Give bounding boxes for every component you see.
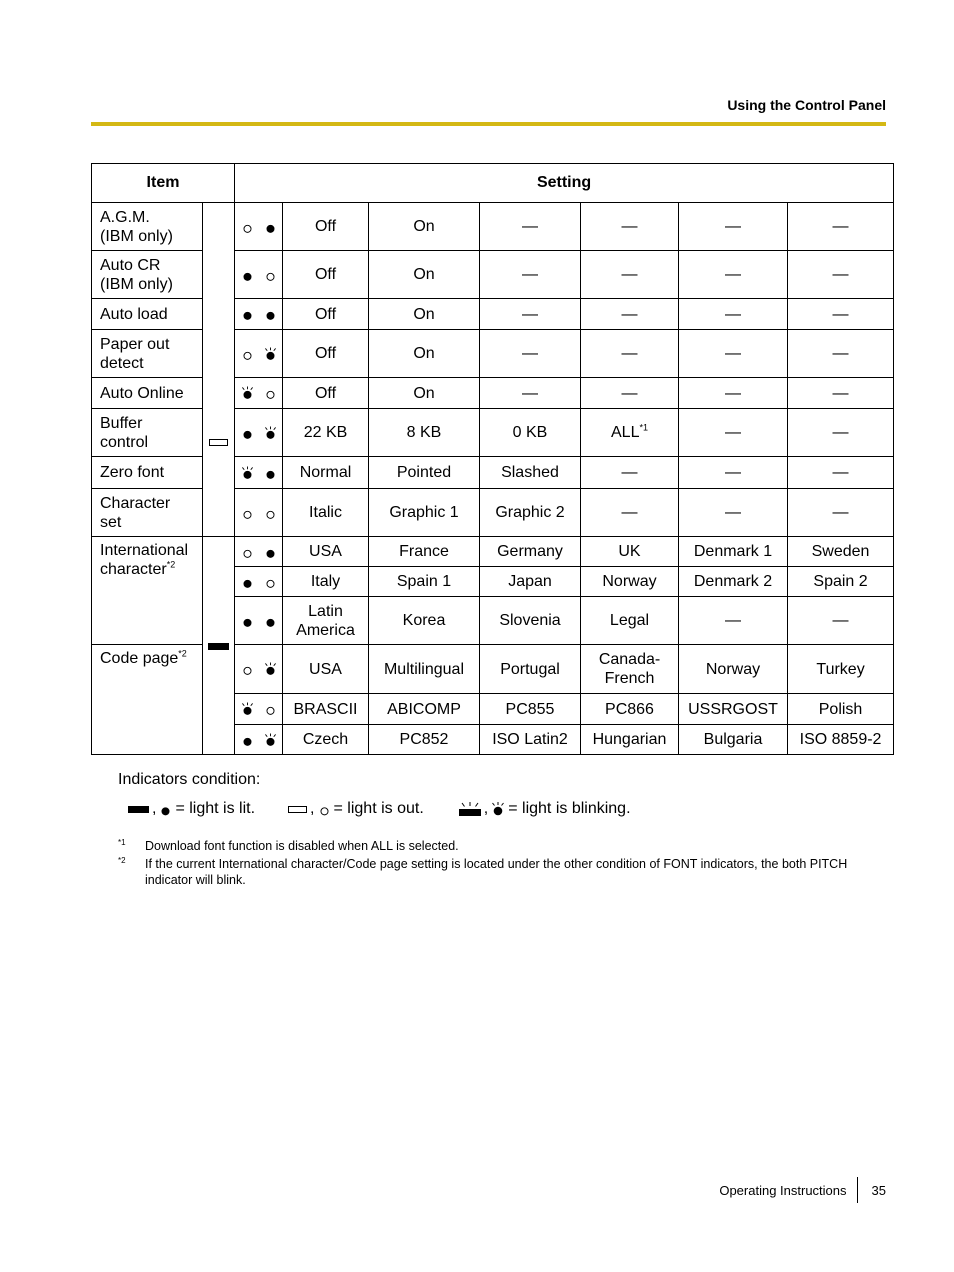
setting-cell bbox=[283, 694, 369, 725]
setting-cell bbox=[788, 645, 894, 694]
item-cell bbox=[92, 409, 203, 457]
setting-value: Spain 1 bbox=[396, 573, 452, 590]
setting-cell bbox=[283, 567, 369, 597]
item-cell bbox=[92, 537, 203, 645]
item-label: A.G.M. (IBM only) bbox=[100, 208, 173, 245]
setting-value: Graphic 2 bbox=[495, 504, 565, 521]
setting-cell bbox=[480, 597, 581, 645]
setting-value: Slashed bbox=[501, 464, 559, 481]
font-indicator bbox=[235, 537, 283, 567]
setting-cell bbox=[369, 597, 480, 645]
setting-cell bbox=[480, 409, 581, 457]
setting-cell bbox=[480, 645, 581, 694]
setting-cell bbox=[679, 330, 788, 378]
font-indicator bbox=[235, 725, 283, 755]
lit-bar-icon bbox=[208, 643, 229, 650]
setting-value: Off bbox=[314, 218, 337, 235]
footnotes bbox=[118, 838, 878, 890]
setting-value: Portugal bbox=[500, 660, 560, 678]
out-dot-icon bbox=[264, 702, 277, 716]
setting-cell bbox=[480, 567, 581, 597]
setting-cell bbox=[369, 330, 480, 378]
item-cell bbox=[92, 203, 203, 251]
indicators-label: Indicators condition: bbox=[118, 771, 261, 788]
setting-value: Off bbox=[314, 345, 337, 362]
setting-value: Sweden bbox=[811, 543, 870, 560]
setting-cell bbox=[679, 597, 788, 645]
setting-value: UK bbox=[618, 543, 641, 560]
setting-cell bbox=[369, 725, 480, 755]
footnote-2: *2 If the current International character/Code page setting is located under the other condition of FONT indicators, the both PITCH indicator will blink. bbox=[118, 856, 848, 887]
lit-bar-icon bbox=[128, 806, 149, 813]
setting-cell bbox=[480, 330, 581, 378]
setting-value: — bbox=[621, 345, 638, 362]
setting-cell bbox=[788, 597, 894, 645]
blinking-dot-icon bbox=[241, 386, 254, 400]
setting-value: — bbox=[832, 504, 849, 521]
lit-dot-icon bbox=[241, 307, 254, 321]
item-cell bbox=[92, 251, 203, 299]
lit-dot-icon bbox=[264, 614, 277, 628]
setting-value: — bbox=[832, 266, 849, 283]
setting-cell bbox=[581, 330, 679, 378]
setting-cell bbox=[581, 537, 679, 567]
setting-value: — bbox=[725, 345, 741, 362]
setting-cell bbox=[581, 203, 679, 251]
setting-value: — bbox=[725, 612, 741, 629]
setting-value: Italic bbox=[309, 504, 342, 521]
item-label: Auto CR (IBM only) bbox=[100, 256, 173, 293]
item-label: Auto load bbox=[100, 305, 168, 323]
font-indicator bbox=[235, 378, 283, 409]
pitch-indicator-on bbox=[203, 537, 235, 755]
header-rule bbox=[91, 122, 886, 126]
lit-dot-icon bbox=[264, 220, 277, 234]
item-cell bbox=[92, 489, 203, 537]
font-indicator bbox=[235, 203, 283, 251]
blinking-dot-icon bbox=[264, 426, 277, 440]
setting-cell bbox=[788, 725, 894, 755]
setting-cell bbox=[283, 251, 369, 299]
footnote-ref: *1 bbox=[639, 422, 648, 433]
lit-dot-icon bbox=[264, 307, 277, 321]
setting-cell bbox=[369, 251, 480, 299]
setting-value: — bbox=[522, 384, 538, 402]
footnote-1: *1 Download font function is disabled when ALL is selected. bbox=[118, 838, 459, 853]
setting-cell bbox=[788, 299, 894, 330]
setting-value: Denmark 1 bbox=[693, 543, 773, 560]
setting-cell bbox=[581, 409, 679, 457]
setting-value: On bbox=[413, 266, 435, 283]
table-row bbox=[92, 537, 894, 567]
setting-cell bbox=[679, 645, 788, 694]
setting-cell bbox=[480, 694, 581, 725]
setting-value: 0 KB bbox=[512, 424, 548, 441]
font-indicator bbox=[235, 694, 283, 725]
lit-dot-icon bbox=[241, 426, 254, 440]
out-dot-icon bbox=[264, 268, 277, 282]
setting-cell bbox=[788, 537, 894, 567]
setting-cell bbox=[480, 251, 581, 299]
setting-cell bbox=[679, 694, 788, 725]
setting-value: — bbox=[621, 266, 638, 283]
footer-divider bbox=[857, 1177, 858, 1203]
setting-cell bbox=[679, 725, 788, 755]
setting-cell bbox=[581, 725, 679, 755]
setting-cell bbox=[679, 203, 788, 251]
out-dot-icon bbox=[318, 803, 331, 816]
setting-cell bbox=[283, 645, 369, 694]
out-dot-icon bbox=[264, 386, 277, 400]
setting-cell bbox=[480, 299, 581, 330]
setting-value: On bbox=[413, 345, 435, 362]
setting-cell bbox=[581, 567, 679, 597]
setting-value: Italy bbox=[310, 573, 341, 590]
lit-dot-icon bbox=[241, 268, 254, 282]
out-dot-icon bbox=[241, 347, 254, 361]
setting-cell bbox=[788, 567, 894, 597]
setting-cell bbox=[480, 378, 581, 409]
setting-cell bbox=[369, 567, 480, 597]
setting-value: Legal bbox=[609, 612, 650, 629]
setting-value: PC855 bbox=[505, 700, 555, 718]
out-dot-icon bbox=[241, 545, 254, 559]
item-header: Item bbox=[92, 164, 235, 203]
setting-cell bbox=[480, 489, 581, 537]
legend-blink: , = light is blinking. bbox=[459, 800, 634, 818]
pitch-indicator-off bbox=[203, 203, 235, 537]
font-indicator bbox=[235, 409, 283, 457]
item-label: Auto Online bbox=[100, 384, 184, 402]
setting-cell bbox=[369, 537, 480, 567]
out-bar-icon bbox=[288, 806, 307, 813]
out-dot-icon bbox=[241, 506, 254, 520]
setting-value: Multilingual bbox=[383, 660, 465, 678]
setting-cell bbox=[788, 378, 894, 409]
setting-cell bbox=[679, 567, 788, 597]
font-indicator bbox=[235, 457, 283, 489]
setting-cell bbox=[283, 409, 369, 457]
setting-cell bbox=[283, 457, 369, 489]
setting-value: 8 KB bbox=[406, 424, 442, 441]
setting-cell bbox=[679, 378, 788, 409]
page-footer bbox=[719, 1177, 886, 1203]
setting-cell bbox=[369, 694, 480, 725]
setting-cell bbox=[369, 203, 480, 251]
setting-cell bbox=[788, 489, 894, 537]
item-label: Character set bbox=[100, 494, 171, 531]
setting-value: On bbox=[413, 305, 435, 323]
setting-value: Czech bbox=[302, 731, 349, 748]
out-dot-icon bbox=[241, 662, 254, 676]
setting-cell bbox=[679, 489, 788, 537]
setting-cell bbox=[679, 537, 788, 567]
lit-dot-icon bbox=[241, 575, 254, 589]
setting-value: — bbox=[522, 266, 538, 283]
setting-cell bbox=[369, 299, 480, 330]
setting-cell bbox=[283, 537, 369, 567]
setting-cell bbox=[679, 251, 788, 299]
setting-cell bbox=[581, 489, 679, 537]
blink-dot-icon bbox=[491, 802, 505, 816]
setting-value: — bbox=[725, 464, 741, 481]
setting-cell bbox=[283, 378, 369, 409]
footnote-ref: *2 bbox=[166, 559, 176, 570]
setting-value: — bbox=[725, 305, 741, 323]
item-label: International character bbox=[100, 542, 189, 578]
setting-value: Canada- French bbox=[598, 651, 661, 687]
setting-cell bbox=[283, 203, 369, 251]
font-indicator bbox=[235, 299, 283, 330]
setting-cell bbox=[480, 457, 581, 489]
setting-value: USA bbox=[309, 660, 342, 678]
setting-value: Hungarian bbox=[592, 731, 667, 748]
blinking-dot-icon bbox=[241, 466, 254, 480]
legend-out: , = light is out. bbox=[288, 800, 427, 818]
setting-value: ISO 8859-2 bbox=[799, 731, 882, 748]
setting-value: — bbox=[621, 504, 638, 521]
setting-cell bbox=[369, 409, 480, 457]
item-cell bbox=[92, 330, 203, 378]
font-indicator bbox=[235, 489, 283, 537]
setting-value: Normal bbox=[299, 464, 352, 481]
setting-cell bbox=[480, 537, 581, 567]
setting-cell bbox=[788, 251, 894, 299]
setting-cell bbox=[788, 203, 894, 251]
setting-cell bbox=[581, 694, 679, 725]
setting-cell bbox=[369, 378, 480, 409]
setting-value: — bbox=[832, 612, 849, 629]
setting-value: 22 KB bbox=[303, 424, 348, 441]
setting-value: Slovenia bbox=[499, 612, 561, 629]
setting-value: PC866 bbox=[605, 700, 654, 718]
page-number: 35 bbox=[871, 1182, 886, 1198]
lit-dot-icon bbox=[241, 733, 254, 747]
setting-value: Korea bbox=[402, 612, 446, 629]
setting-value: Latin America bbox=[296, 602, 355, 639]
table-row bbox=[92, 203, 894, 251]
setting-cell bbox=[788, 330, 894, 378]
indicator-legend bbox=[128, 800, 664, 818]
item-cell bbox=[92, 457, 203, 489]
setting-value: — bbox=[522, 218, 538, 235]
setting-value: — bbox=[832, 424, 849, 441]
setting-cell bbox=[679, 299, 788, 330]
setting-value: ABICOMP bbox=[387, 700, 461, 718]
out-dot-icon bbox=[241, 220, 254, 234]
item-cell bbox=[92, 645, 203, 755]
settings-table bbox=[91, 163, 894, 755]
legend-lit: , = light is lit. bbox=[128, 800, 258, 818]
setting-cell bbox=[283, 299, 369, 330]
setting-value: ISO Latin2 bbox=[492, 731, 568, 748]
setting-value: Off bbox=[314, 305, 337, 323]
out-dot-icon bbox=[264, 575, 277, 589]
setting-value: On bbox=[413, 218, 435, 235]
setting-cell bbox=[480, 725, 581, 755]
setting-value: — bbox=[832, 218, 849, 235]
setting-value: Japan bbox=[508, 573, 552, 590]
font-indicator bbox=[235, 645, 283, 694]
setting-value: Pointed bbox=[396, 464, 452, 481]
out-bar-icon bbox=[209, 439, 228, 446]
blinking-dot-icon bbox=[241, 702, 254, 716]
setting-value: USSRGOST bbox=[688, 700, 778, 718]
setting-value: Turkey bbox=[816, 660, 865, 678]
setting-value: Spain 2 bbox=[813, 573, 868, 590]
setting-value: — bbox=[725, 218, 741, 235]
setting-value: On bbox=[413, 384, 435, 402]
setting-cell bbox=[788, 409, 894, 457]
setting-value: Bulgaria bbox=[703, 731, 763, 748]
font-indicator bbox=[235, 597, 283, 645]
setting-value: — bbox=[621, 305, 638, 323]
item-label: Zero font bbox=[100, 464, 165, 481]
setting-value: — bbox=[832, 384, 849, 402]
lit-dot-icon bbox=[264, 545, 277, 559]
setting-value: Polish bbox=[818, 700, 863, 718]
setting-cell bbox=[369, 645, 480, 694]
setting-value: — bbox=[621, 384, 638, 402]
setting-value: — bbox=[832, 464, 849, 481]
setting-header: Setting bbox=[235, 164, 894, 203]
item-label: Buffer control bbox=[100, 414, 149, 451]
font-indicator bbox=[235, 567, 283, 597]
setting-value: USA bbox=[309, 543, 342, 560]
setting-value: — bbox=[522, 345, 538, 362]
setting-cell bbox=[788, 694, 894, 725]
setting-value: PC852 bbox=[399, 731, 449, 748]
setting-value: — bbox=[725, 384, 741, 402]
setting-cell bbox=[788, 457, 894, 489]
setting-cell bbox=[283, 725, 369, 755]
blinking-dot-icon bbox=[264, 733, 277, 747]
setting-cell bbox=[581, 645, 679, 694]
setting-value: Norway bbox=[602, 573, 657, 590]
setting-value: ALL bbox=[611, 424, 640, 441]
setting-value: France bbox=[399, 543, 449, 560]
setting-value: Graphic 1 bbox=[389, 504, 459, 521]
setting-value: Off bbox=[314, 266, 337, 283]
setting-cell bbox=[581, 251, 679, 299]
lit-dot-icon bbox=[159, 803, 172, 816]
setting-cell bbox=[369, 457, 480, 489]
setting-value: — bbox=[522, 305, 538, 323]
setting-cell bbox=[369, 489, 480, 537]
setting-value: — bbox=[725, 424, 741, 441]
setting-value: Denmark 2 bbox=[693, 573, 773, 590]
blinking-dot-icon bbox=[264, 662, 277, 676]
setting-cell bbox=[581, 457, 679, 489]
setting-value: — bbox=[725, 266, 741, 283]
setting-value: BRASCII bbox=[293, 700, 358, 718]
setting-cell bbox=[283, 330, 369, 378]
setting-value: — bbox=[621, 218, 638, 235]
setting-value: Off bbox=[314, 384, 337, 402]
font-indicator bbox=[235, 251, 283, 299]
setting-cell bbox=[581, 299, 679, 330]
item-cell bbox=[92, 299, 203, 330]
setting-cell bbox=[283, 597, 369, 645]
setting-value: — bbox=[621, 464, 638, 481]
setting-value: — bbox=[832, 345, 849, 362]
setting-cell bbox=[283, 489, 369, 537]
blinking-dot-icon bbox=[264, 347, 277, 361]
setting-cell bbox=[679, 409, 788, 457]
setting-value: — bbox=[725, 504, 741, 521]
setting-value: Norway bbox=[705, 660, 761, 678]
setting-cell bbox=[679, 457, 788, 489]
item-label: Code page bbox=[100, 650, 179, 667]
doc-title: Operating Instructions bbox=[719, 1182, 847, 1198]
setting-cell bbox=[581, 378, 679, 409]
lit-dot-icon bbox=[264, 466, 277, 480]
section-title: Using the Control Panel bbox=[727, 97, 886, 113]
setting-value: Germany bbox=[497, 543, 563, 560]
lit-dot-icon bbox=[241, 614, 254, 628]
setting-value: — bbox=[832, 305, 849, 323]
setting-cell bbox=[480, 203, 581, 251]
item-label: Paper out detect bbox=[100, 335, 170, 372]
setting-cell bbox=[581, 597, 679, 645]
out-dot-icon bbox=[264, 506, 277, 520]
footnote-ref: *2 bbox=[178, 648, 187, 659]
item-cell bbox=[92, 378, 203, 409]
blink-bar-icon bbox=[459, 802, 481, 816]
font-indicator bbox=[235, 330, 283, 378]
